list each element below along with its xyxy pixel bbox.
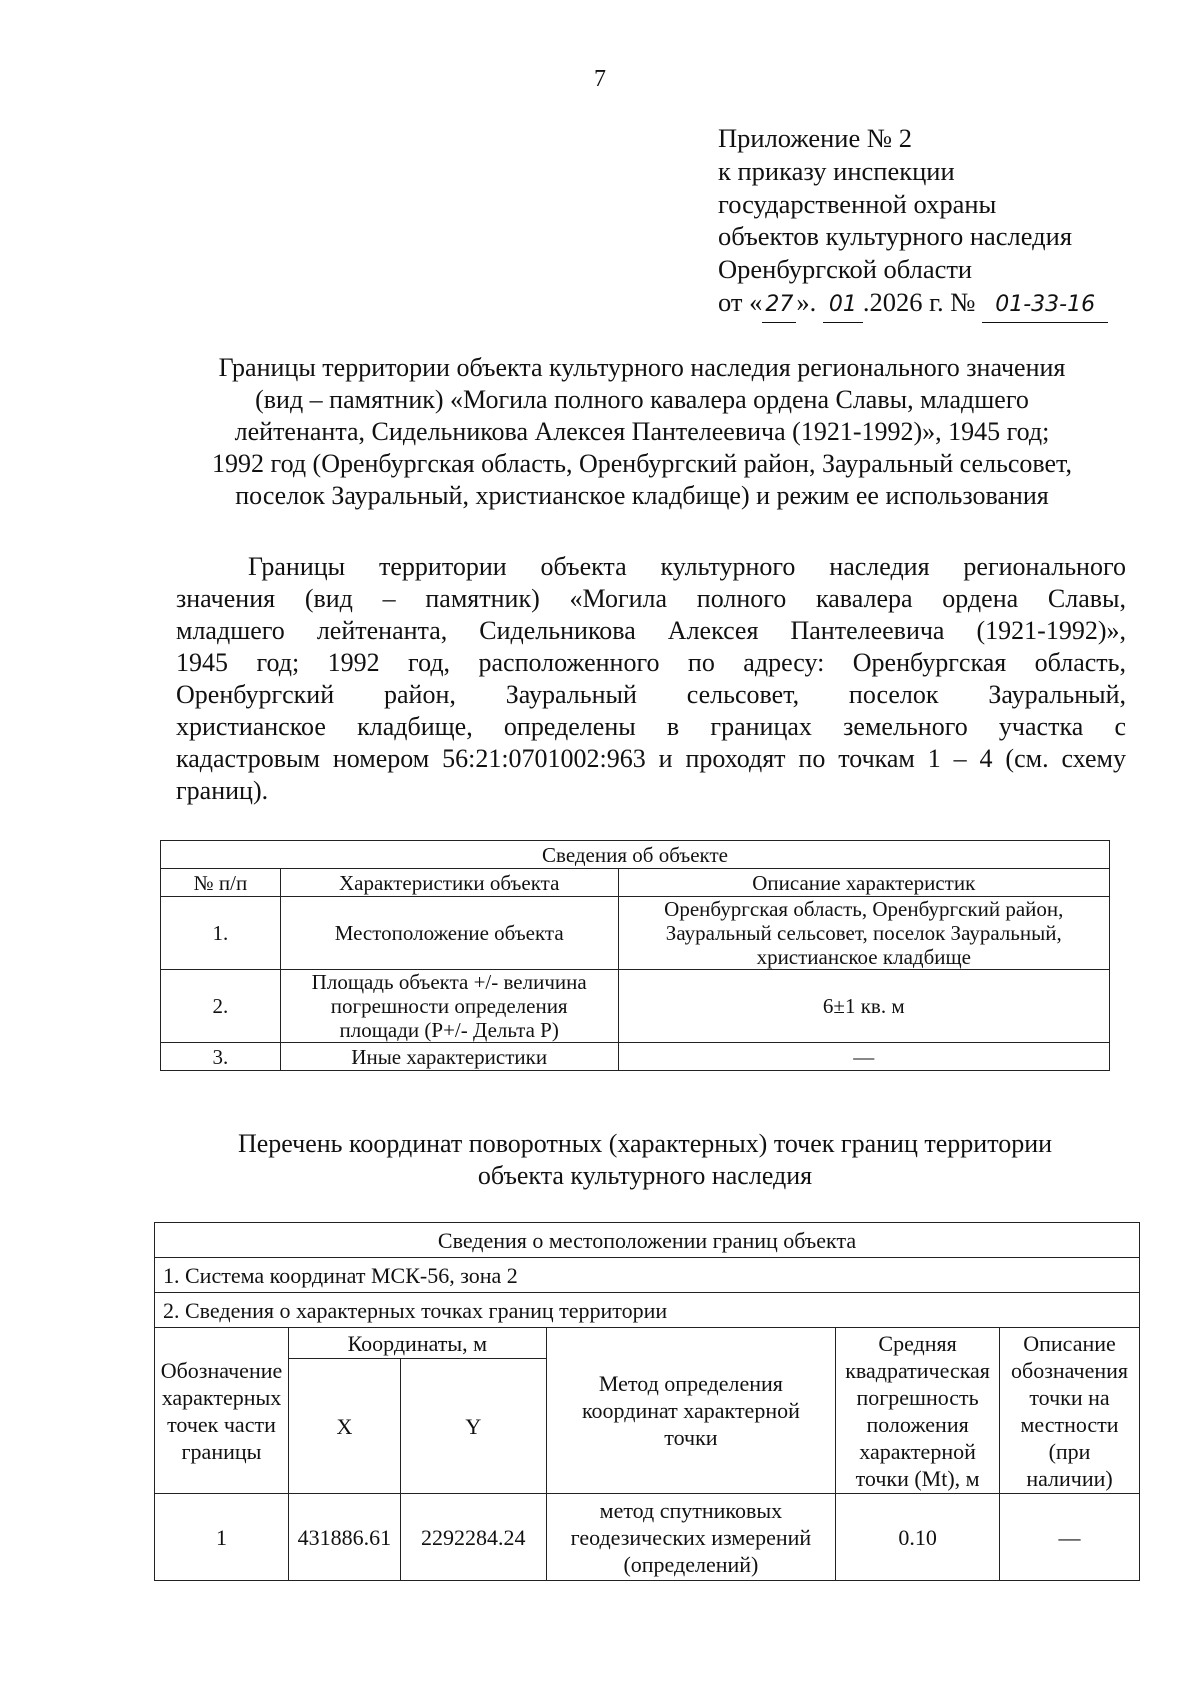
date-mid: ». [796, 286, 817, 317]
cell-description: — [1000, 1494, 1140, 1581]
cell-error: 0.10 [836, 1494, 1000, 1581]
header-line: точки [664, 1425, 718, 1450]
header-line: точек части [167, 1411, 276, 1437]
appendix-line: объектов культурного наследия [718, 221, 1073, 252]
header-line: границы [181, 1438, 262, 1464]
header-line: квадратическая [845, 1357, 990, 1383]
title-line: 1992 год (Оренбургская область, Оренбургский район, Зауральный сельсовет, [212, 449, 1072, 478]
coordinate-system: 1. Система координат МСК-56, зона 2 [155, 1258, 1140, 1293]
paragraph-line: значения (вид – памятник) «Могила полного кавалера ордена Славы, [176, 584, 1126, 613]
title-line: поселок Зауральный, христианское кладбище) и режим ее использования [235, 481, 1049, 510]
name-line: площади (P+/- Дельта P) [339, 1018, 559, 1042]
table-caption: Сведения о местоположении границ объекта [155, 1223, 1140, 1258]
cell-y: 2292284.24 [400, 1494, 546, 1581]
table-row [161, 970, 1110, 1043]
header-line: Метод определения [598, 1371, 783, 1396]
header-line: точки на [1029, 1384, 1110, 1410]
paragraph-line: Границы территории объекта культурного наследия регионального [248, 552, 1126, 581]
date-prefix: от « [718, 286, 763, 317]
table-row [161, 897, 1110, 970]
header-line: характерной [859, 1438, 976, 1464]
desc-line: христианское кладбище [756, 945, 971, 969]
paragraph-line: христианское кладбище, определены в границах земельного участка с [176, 712, 1126, 741]
cell-method [546, 1494, 835, 1581]
boundary-description [176, 551, 1126, 807]
header-method [546, 1328, 835, 1494]
header-line: координат характерной [581, 1398, 800, 1423]
name-line: погрешности определения [330, 994, 568, 1018]
object-info-table [160, 840, 1110, 1071]
coord-title-line: Перечень координат поворотных (характерных) точек границ территории [237, 1129, 1053, 1158]
paragraph-line: границ). [176, 776, 269, 805]
header-point-description [1000, 1328, 1140, 1494]
desc-line: Зауральный сельсовет, поселок Зауральный, [665, 921, 1062, 945]
date-month: 01 [823, 289, 863, 323]
table-row [161, 1043, 1110, 1071]
method-line: (определений) [623, 1551, 759, 1577]
appendix-line: Оренбургской области [718, 254, 973, 285]
header-line: положения [866, 1411, 969, 1437]
method-line: метод спутниковых [599, 1497, 783, 1523]
row-desc: — [618, 1043, 1109, 1071]
header-line: Обозначение [160, 1357, 283, 1383]
header-line: Описание [1023, 1330, 1116, 1356]
appendix-line: к приказу инспекции [718, 155, 955, 186]
header-point [155, 1328, 289, 1494]
method-line: геодезических измерений [570, 1524, 812, 1550]
appendix-line: Приложение № 2 [718, 123, 913, 153]
cell-point: 1 [155, 1494, 289, 1581]
header-line: точки (Mt), м [855, 1465, 980, 1491]
document-title [150, 352, 1134, 512]
table-header-row [161, 869, 1110, 897]
header-line: (при [1048, 1438, 1091, 1464]
date-suffix: .2026 г. № [862, 286, 976, 317]
row-num: 3. [161, 1043, 281, 1071]
title-line: лейтенанта, Сидельникова Алексея Пантелеевича (1921-1992)», 1945 год; [234, 417, 1050, 446]
cell-x: 431886.61 [288, 1494, 400, 1581]
row-desc [618, 897, 1109, 970]
paragraph-line: 1945 год; 1992 год, расположенного по адресу: Оренбургская область, [176, 648, 1126, 677]
order-number: 01-33-16 [982, 289, 1108, 323]
row-name: Иные характеристики [280, 1043, 618, 1071]
row-desc: 6±1 кв. м [618, 970, 1109, 1043]
row-name [280, 970, 618, 1043]
page-number: 7 [594, 66, 606, 92]
header-line: характерных [161, 1384, 282, 1410]
points-header: 2. Сведения о характерных точках границ территории [155, 1293, 1140, 1328]
header-line: Средняя [878, 1330, 957, 1356]
coordinates-table [154, 1222, 1140, 1581]
date-day: 27 [762, 289, 796, 323]
header-error [836, 1328, 1000, 1494]
appendix-header [718, 122, 1108, 323]
header-description: Описание характеристик [618, 869, 1109, 897]
header-line: местности [1020, 1411, 1119, 1437]
header-coordinates: Координаты, м [288, 1328, 546, 1359]
table-caption: Сведения об объекте [161, 841, 1110, 869]
appendix-line: государственной охраны [718, 188, 997, 219]
paragraph-line: кадастровым номером 56:21:0701002:963 и проходят по точкам 1 – 4 (см. схему [176, 744, 1126, 773]
desc-line: Оренбургская область, Оренбургский район, [664, 897, 1064, 921]
appendix-date-line [718, 286, 1108, 323]
coordinates-title [150, 1128, 1140, 1192]
title-line: (вид – памятник) «Могила полного кавалера ордена Славы, младшего [255, 385, 1029, 414]
row-name: Местоположение объекта [280, 897, 618, 970]
header-num: № п/п [161, 869, 281, 897]
header-line: наличии) [1026, 1465, 1113, 1491]
coord-title-line: объекта культурного наследия [477, 1161, 813, 1190]
row-num: 2. [161, 970, 281, 1043]
header-y: Y [400, 1359, 546, 1494]
paragraph-line: младшего лейтенанта, Сидельникова Алексея Пантелеевича (1921-1992)», [176, 616, 1126, 645]
name-line: Площадь объекта +/- величина [311, 970, 587, 994]
table-row [155, 1494, 1140, 1581]
paragraph-line: Оренбургский район, Зауральный сельсовет, поселок Зауральный, [176, 680, 1126, 709]
header-line: погрешность [856, 1384, 979, 1410]
header-x: X [288, 1359, 400, 1494]
row-num: 1. [161, 897, 281, 970]
title-line: Границы территории объекта культурного наследия регионального значения [218, 353, 1066, 382]
header-characteristic: Характеристики объекта [280, 869, 618, 897]
header-line: обозначения [1011, 1357, 1129, 1383]
